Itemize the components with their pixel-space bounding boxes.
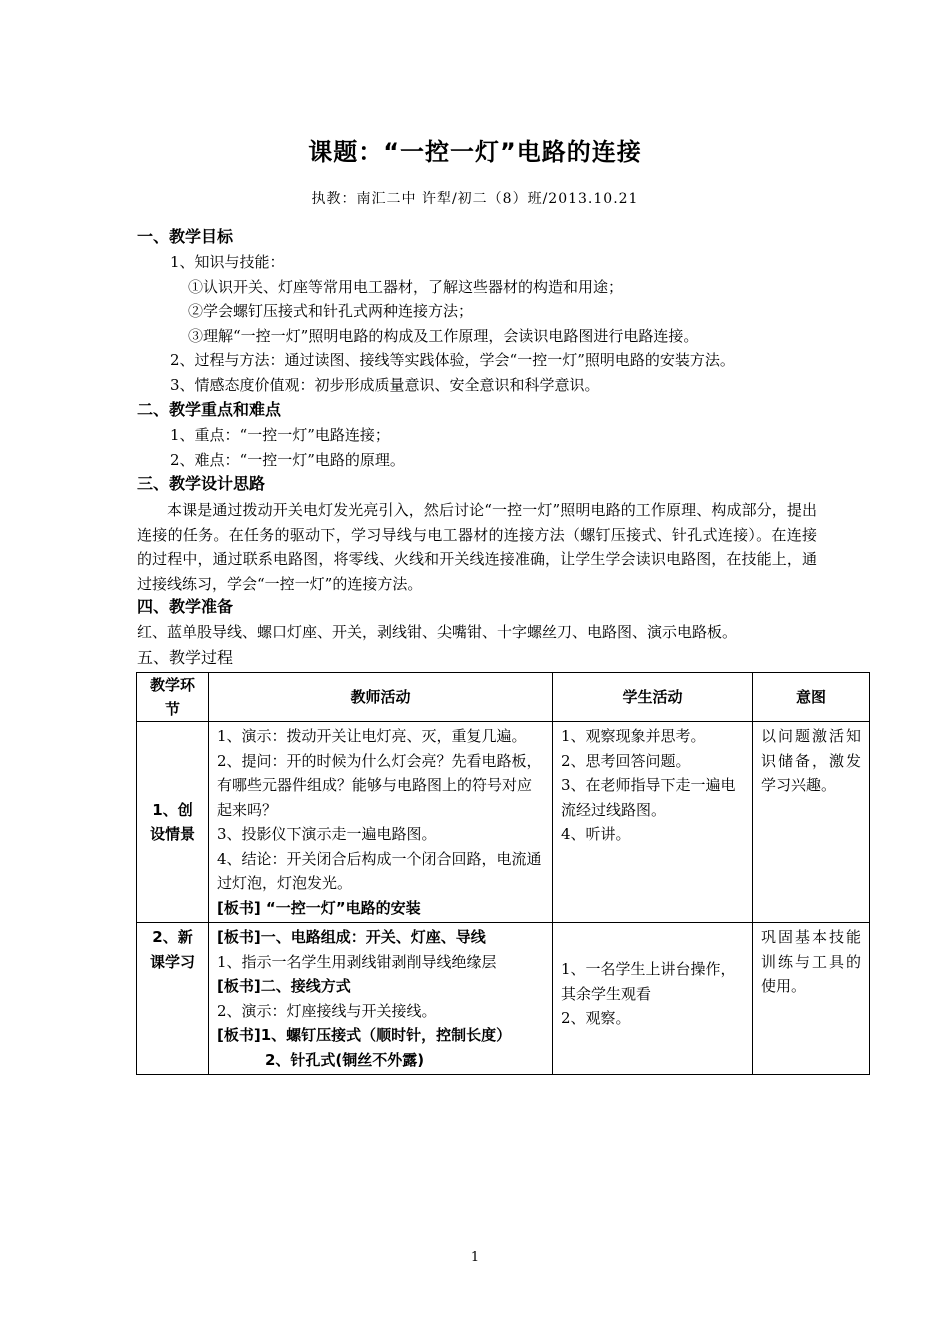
board-note: 2、针孔式(铜丝不外露) [265,1050,425,1069]
keypoint-1: 1、重点：“一控一灯”电路连接； [170,426,390,444]
board-note: [板书]二、接线方式 [217,977,351,995]
objective-1b: ②学会螺钉压接式和针孔式两种连接方法； [188,302,474,320]
teacher-item: 2、演示：灯座接线与开关接线。 [217,1001,437,1020]
section-heading-process: 五、教学过程 [137,648,234,667]
header-intent: 意图 [753,673,870,722]
intent-cell: 巩固基本技能训练与工具的使用。 [753,923,870,1075]
teacher-cell [209,923,553,1075]
teacher-item: 2、提问：开的时候为什么灯会亮？先看电路板，有哪些元器件组成？能够与电路图上的符号对应起来吗？ [217,751,542,819]
student-item: 1、观察现象并思考。 [561,727,706,745]
student-item: 3、在老师指导下走一遍电流经过线路图。 [561,776,736,819]
page-number: 1 [470,1250,480,1265]
board-note: [板书] “一控一灯”电路的安装 [217,898,421,917]
table-row [137,722,870,923]
teacher-item: 1、演示：拨动开关让电灯亮、灭，重复几遍。 [217,727,527,745]
preparation-text: 红、蓝单股导线、螺口灯座、开关，剥线钳、尖嘴钳、十字螺丝刀、电路图、演示电路板。 [137,623,738,641]
student-cell [553,923,753,1075]
teacher-item: 3、投影仪下演示走一遍电路图。 [217,825,437,843]
objective-3: 3、情感态度价值观：初步形成质量意识、安全意识和科学意识。 [170,376,600,394]
student-item: 1、一名学生上讲台操作，其余学生观看 [561,960,736,1003]
process-table [136,672,870,1075]
design-paragraph: 本课是通过拨动开关电灯发光亮引入，然后讨论“一控一灯”照明电路的工作原理、构成部分，提出连接的任务。在任务的驱动下，学习导线与电工器材的连接方法（螺钉压接式、针孔式连接）。在连接的过程中，通过联系电路图，将零线、火线和开关线连接准确，让学生学会读识电路图，在技能上，通过接线练习，学会“一控一灯”的连接方法。 [137,501,817,593]
objective-1: 1、知识与技能： [170,253,285,271]
header-teacher: 教师活动 [209,673,553,722]
board-note: [板书]一、电路组成：开关、灯座、导线 [217,928,486,946]
teacher-item: 4、结论：开关闭合后构成一个闭合回路，电流通过灯泡，灯泡发光。 [217,849,542,892]
table-header-row [137,673,870,722]
student-item: 2、思考回答问题。 [561,751,691,770]
objective-1c: ③理解“一控一灯”照明电路的构成及工作原理，会读识电路图进行电路连接。 [188,327,699,345]
section-heading-keypoints: 二、教学重点和难点 [137,400,282,419]
student-item: 2、观察。 [561,1009,631,1027]
intent-cell: 以问题激活知识储备，激发学习兴趣。 [753,722,870,923]
author-line: 执教：南汇二中 许犁/初二（8）班/2013.10.21 [311,191,639,207]
header-student: 学生活动 [553,673,753,722]
student-item: 4、听讲。 [561,825,631,843]
student-cell [553,722,753,923]
stage-cell: 2、新课学习 [137,923,209,1075]
section-heading-objectives: 一、教学目标 [137,227,234,246]
objective-1a: ①认识开关、灯座等常用电工器材，了解这些器材的构造和用途； [188,278,624,296]
teacher-cell [209,722,553,923]
board-note: [板书]1、螺钉压接式（顺时针，控制长度） [217,1026,512,1044]
table-row [137,923,870,1075]
objective-2: 2、过程与方法：通过读图、接线等实践体验，学会“一控一灯”照明电路的安装方法。 [170,351,735,369]
teacher-item: 1、指示一名学生用剥线钳剥削导线绝缘层 [217,952,497,971]
section-heading-design: 三、教学设计思路 [137,474,266,493]
stage-cell: 1、创设情景 [137,722,209,923]
page-title: 课题：“一控一灯”电路的连接 [308,138,642,166]
keypoint-2: 2、难点：“一控一灯”电路的原理。 [170,451,405,469]
section-heading-preparation: 四、教学准备 [137,597,234,616]
header-stage: 教学环节 [137,673,209,722]
